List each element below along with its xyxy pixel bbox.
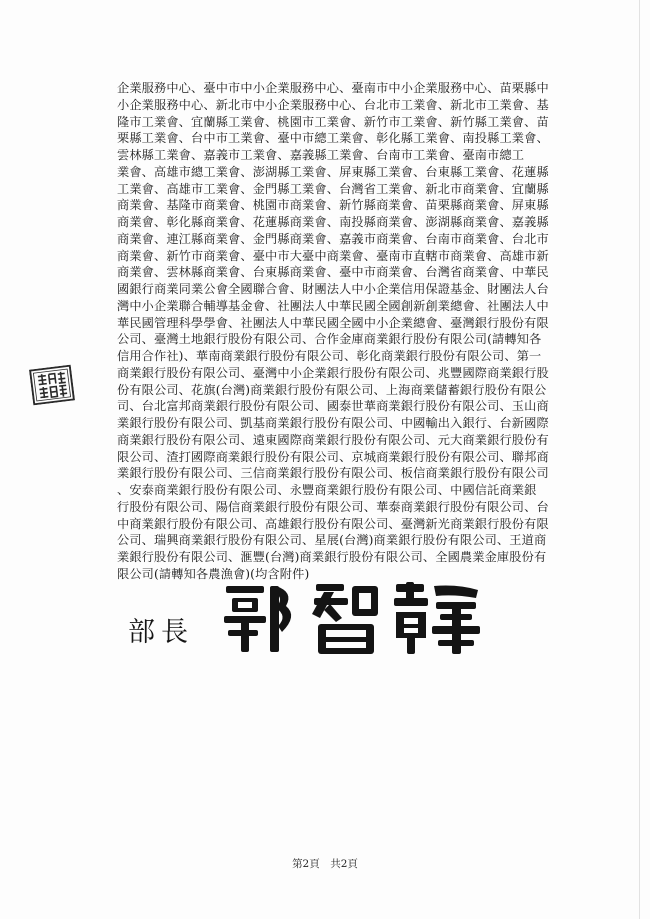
recipient-line: 商業銀行股份有限公司、遠東國際商業銀行股份有限公司、元大商業銀行股份有 [117, 432, 549, 447]
recipient-line: 工業會、高雄市工業會、金門縣工業會、台灣省工業會、新北市商業會、宜蘭縣 [117, 181, 549, 196]
page-edge-divider [639, 0, 640, 919]
recipient-line: 、安泰商業銀行股份有限公司、永豐商業銀行股份有限公司、中國信託商業銀 [117, 483, 537, 497]
signatory-name-seal [218, 578, 488, 658]
recipient-line: 公司、臺灣土地銀行股份有限公司、合作金庫商業銀行股份有限公司(請轉知各 [117, 332, 542, 347]
signature-block [128, 578, 488, 658]
recipient-line: 商業會、雲林縣商業會、台東縣商業會、臺中市商業會、台灣省商業會、中華民 [117, 265, 549, 280]
recipient-line: 隆市工業會、宜蘭縣工業會、桃園市工業會、新竹市工業會、新竹縣工業會、苗 [117, 114, 549, 129]
signatory-title: 部長 [128, 617, 194, 648]
recipient-line: 公司、瑞興商業銀行股份有限公司、星展(台灣)商業銀行股份有限公司、王道商 [117, 533, 547, 548]
recipient-line: 華民國管理科學學會、社團法人中華民國全國中小企業總會、臺灣銀行股份有限 [117, 315, 549, 330]
recipient-line: 栗縣工業會、台中市工業會、臺中市總工業會、彰化縣工業會、南投縣工業會、 [117, 131, 549, 146]
recipient-line: 限公司(請轉知各農漁會)(均含附件) [117, 566, 310, 581]
recipient-list [117, 80, 562, 583]
recipient-line: 小企業服務中心、新北市中小企業服務中心、台北市工業會、新北市工業會、基 [117, 97, 549, 112]
recipient-line: 商業銀行股份有限公司、臺灣中小企業銀行股份有限公司、兆豐國際商業銀行股 [117, 365, 549, 380]
recipient-line: 商業會、新竹市商業會、臺中市大臺中商業會、臺南市直轄市商業會、高雄市新 [117, 248, 549, 263]
recipient-line: 信用合作社)、華南商業銀行股份有限公司、彰化商業銀行股份有限公司、第一 [117, 349, 542, 363]
recipient-line: 國銀行商業同業公會全國聯合會、財團法人中小企業信用保證基金、財團法人台 [117, 282, 549, 296]
recipient-line: 中商業銀行股份有限公司、高雄銀行股份有限公司、臺灣新光商業銀行股份有限 [117, 516, 549, 531]
page-number: 第2頁 共2頁 [292, 858, 358, 870]
recipient-line: 業會、高雄市總工業會、澎湖縣工業會、屏東縣工業會、台東縣工業會、花蓮縣 [117, 164, 549, 179]
recipient-line: 商業會、連江縣商業會、金門縣商業會、嘉義市商業會、台南市商業會、台北市 [117, 231, 549, 246]
recipient-line: 限公司、渣打國際商業銀行股份有限公司、京城商業銀行股份有限公司、聯邦商 [117, 449, 549, 464]
recipient-line: 商業會、基隆市商業會、桃園市商業會、新竹縣商業會、苗栗縣商業會、屏東縣 [117, 198, 549, 213]
recipient-line: 行股份有限公司、陽信商業銀行股份有限公司、華泰商業銀行股份有限公司、台 [117, 499, 549, 514]
recipient-line: 灣中小企業聯合輔導基金會、社團法人中華民國全國創新創業總會、社團法人中 [117, 298, 549, 313]
recipient-line: 司、台北富邦商業銀行股份有限公司、國泰世華商業銀行股份有限公司、玉山商 [117, 399, 549, 414]
recipient-line: 商業會、彰化縣商業會、花蓮縣商業會、南投縣商業會、澎湖縣商業會、嘉義縣 [117, 215, 549, 229]
recipient-line: 業銀行股份有限公司、滙豐(台灣)商業銀行股份有限公司、全國農業金庫股份有 [117, 550, 547, 564]
recipient-line: 企業服務中心、臺中市中小企業服務中心、臺南市中小企業服務中心、苗栗縣中 [117, 81, 549, 95]
seal-stamp [29, 365, 75, 406]
recipient-line: 份有限公司、花旗(台灣)商業銀行股份有限公司、上海商業儲蓄銀行股份有限公 [117, 382, 547, 397]
recipient-line: 業銀行股份有限公司、三信商業銀行股份有限公司、板信商業銀行股份有限公司 [117, 466, 549, 481]
recipient-line: 業銀行股份有限公司、凱基商業銀行股份有限公司、中國輸出入銀行、台新國際 [117, 416, 549, 430]
recipient-line: 雲林縣工業會、嘉義市工業會、嘉義縣工業會、台南市工業會、臺南市總工 [117, 148, 525, 162]
